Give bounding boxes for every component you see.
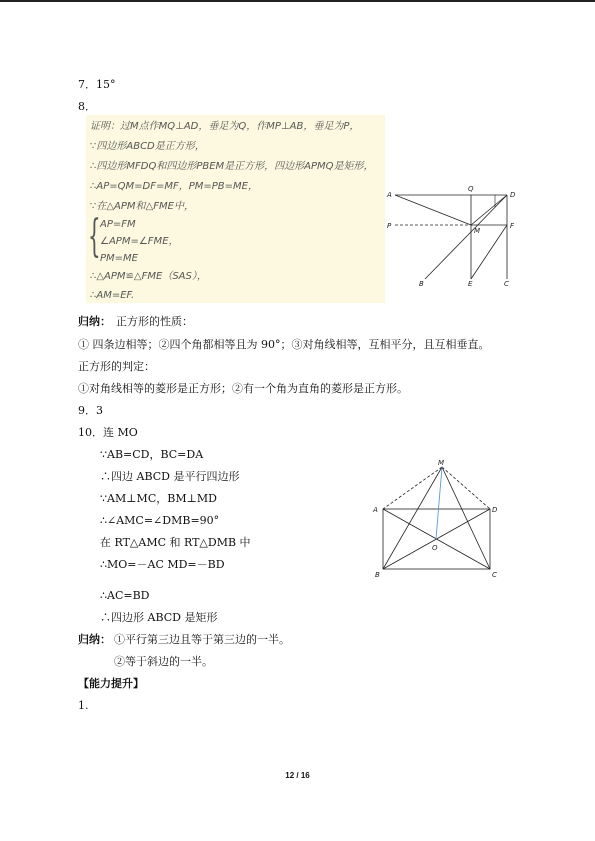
figure-8 (380, 183, 525, 288)
fig10-label-D: D (492, 506, 498, 514)
proof-8-box (86, 115, 385, 303)
proof-8-line: ∴AP=QM=DF=MF，PM=PB=ME， (90, 181, 258, 192)
proof-10-line: ∵AB=CD，BC=DA (100, 448, 204, 461)
advanced-answer-1: 1. (78, 699, 89, 712)
proof-10-line: ∴四边 ABCD 是平行四边形 (100, 470, 240, 483)
proof-8-line: ∴△APM≌△FME（SAS）， (90, 271, 207, 282)
summary-1-label: 归纳： (78, 315, 111, 328)
system-brace: { (88, 211, 101, 262)
fig10-label-M: M (438, 459, 445, 467)
summary-1-criteria: ①对角线相等的菱形是正方形；②有一个角为直角的菱形是正方形。 (78, 382, 408, 395)
summary-2-line-2: ②等于斜边的一半。 (114, 655, 213, 668)
proof-10-line: 在 RT△AMC 和 RT△DMB 中 (100, 536, 251, 549)
summary-2-line-1: ①平行第三边且等于第三边的一半。 (114, 633, 290, 646)
summary-2-label: 归纳： (78, 633, 111, 646)
proof-8-line: ∴AM=EF. (90, 290, 135, 301)
proof-8-line: ∴四边形MFDQ和四边形PBEM是正方形，四边形APMQ是矩形， (90, 161, 374, 172)
segment-mo (436, 467, 442, 539)
proof-8-system-line: PM=ME (100, 253, 138, 264)
fig8-label-C: C (504, 280, 509, 288)
answer-9: 9．3 (78, 404, 103, 417)
proof-8-line: ∵在△APM和△FME中， (90, 201, 194, 212)
proof-10-line: ∵AM⊥MC，BM⊥MD (100, 492, 218, 505)
fig8-label-D: D (510, 191, 516, 199)
proof-10-line: ∴MO=－AC MD=－BD (100, 558, 225, 571)
proof-10-line: ∴∠AMC=∠DMB=90° (100, 514, 220, 527)
fig8-label-E: E (468, 280, 473, 288)
summary-1-title: 正方形的性质： (116, 315, 193, 328)
proof-8-line: ∵四边形ABCD是正方形， (90, 141, 205, 152)
section-title: 【能力提升】 (78, 677, 144, 690)
proof-8-line: 证明：过M点作MQ⊥AD，垂足为Q，作MP⊥AB，垂足为P， (90, 121, 360, 132)
answer-8: 8． (78, 100, 96, 113)
fig10-label-C: C (492, 571, 497, 579)
fig8-label-B: B (419, 280, 424, 288)
figure-10 (372, 458, 507, 580)
fig10-label-A: A (373, 506, 378, 514)
fig10-label-B: B (375, 571, 380, 579)
fig8-label-Q: Q (468, 185, 474, 193)
proof-10-line: ∴AC=BD (100, 589, 150, 602)
fig8-label-F: F (510, 222, 515, 230)
answer-10: 10．连 MO (78, 426, 138, 439)
proof-10-line: ∴四边形 ABCD 是矩形 (100, 611, 218, 624)
proof-8-system-line: AP=FM (100, 219, 136, 230)
page-number: 12 / 16 (285, 771, 310, 780)
fig10-label-O: O (432, 544, 438, 552)
fig8-label-A: A (387, 191, 392, 199)
fig8-label-P: P (387, 222, 392, 230)
fig8-label-M: M (474, 227, 481, 235)
answer-7: 7．15° (78, 78, 116, 91)
header-rule (0, 0, 595, 2)
proof-8-system-line: ∠APM=∠FME， (100, 236, 179, 247)
summary-1-properties: ① 四条边相等；②四个角都相等且为 90°；③对角线相等，互相平分，且互相垂直。 (78, 338, 490, 351)
summary-1-criteria-title: 正方形的判定： (78, 360, 155, 373)
